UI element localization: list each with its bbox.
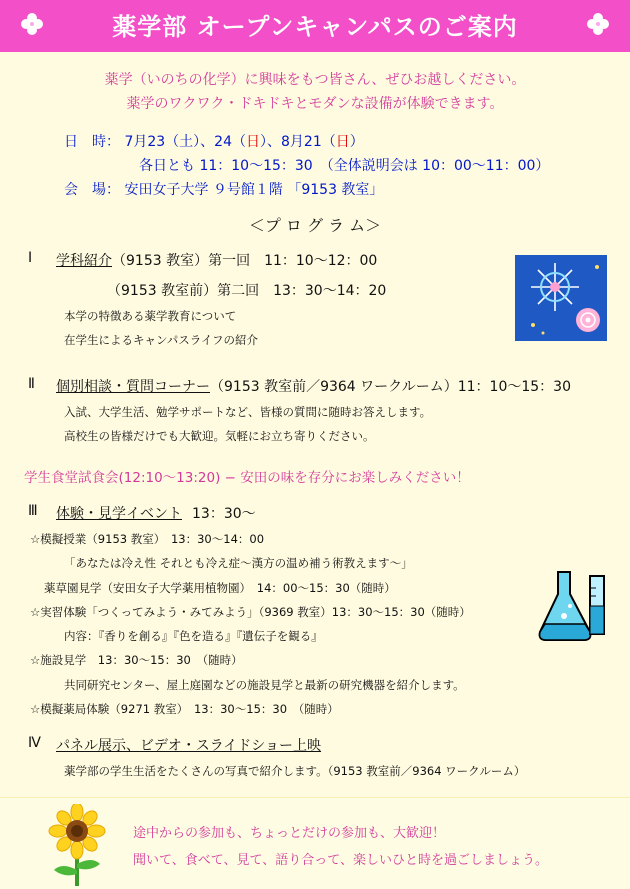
section-2-heading: 個別相談・質問コーナー（9153 教室前／9364 ワークルーム）11：10〜15：30 — [56, 379, 571, 395]
venue-value: 安田女子大学 ９号館１階 「9153 教室」 — [124, 182, 384, 198]
venue-line — [64, 179, 383, 199]
footer-line-2: 聞いて、食べて、見て、語り合って、楽しいひと時を過ごしましょう。 — [133, 853, 548, 868]
program-heading: ＜プ ロ グ ラ ム＞ — [248, 216, 382, 235]
section-4-heading — [56, 735, 321, 755]
date-line — [64, 131, 364, 151]
page-title: 薬学部 オープンキャンパスのご案内 — [112, 13, 518, 41]
event-item-1: ☆模擬授業（9153 教室） 13：30〜14：00 — [30, 532, 265, 546]
section-1-heading: 学科紹介（9153 教室）第一回 11：10〜12：00 — [56, 253, 378, 269]
intro-line-1: 薬学（いのちの化学）に興味をもつ皆さん、ぜひお越しください。 — [104, 72, 526, 88]
section-2-desc-2: 高校生の皆様だけでも大歓迎。気軽にお立ち寄りください。 — [64, 429, 375, 443]
section-2-title: 個別相談・質問コーナー — [56, 379, 210, 395]
venue-label: 会 場： — [64, 182, 120, 198]
lab-flask-icon — [536, 566, 612, 644]
event-item-4: ☆施設見学 13：30〜15：30 （随時） — [30, 653, 243, 667]
event-item-1-sub: 「あなたは冷え性 それとも冷え症〜漢方の温め補う術教えます〜」 — [64, 556, 413, 570]
event-item-5: ☆模擬薬局体験（9271 教室） 13：30〜15：30 （随時） — [30, 702, 339, 716]
fireworks-icon — [515, 255, 607, 341]
sunflower-icon — [44, 804, 110, 886]
date-value: 7月23（土）、24（日）、8月21（日） — [124, 134, 364, 150]
event-item-3: ☆実習体験「つくってみよう・みてみよう」（9369 教室）13：30〜15：30（随時） — [30, 605, 471, 619]
section-3-number: Ⅲ — [28, 503, 38, 519]
section-1-number: Ⅰ — [28, 250, 33, 266]
cafeteria-notice: 学生食堂試食会(12:10〜13:20) − 安田の味を存分にお楽しみください！ — [24, 470, 470, 486]
section-3-title: 体験・見学イベント — [56, 506, 182, 522]
event-item-4-sub: 共同研究センター、屋上庭園などの施設見学と最新の研究機器を紹介します。 — [64, 678, 465, 692]
section-2-number: Ⅱ — [28, 376, 35, 392]
footer-line-1: 途中からの参加も、ちょっとだけの参加も、大歓迎！ — [133, 826, 446, 841]
event-item-3-sub: 内容：『香りを創る』『色を造る』『遺伝子を観る』 — [64, 629, 323, 643]
section-2-desc-1: 入試、大学生活、勉学サポートなど、皆様の質問に随時お答えします。 — [64, 405, 432, 419]
header-bar — [0, 0, 630, 52]
section-4-number: Ⅳ — [28, 735, 41, 751]
intro-line-2: 薬学のワクワク・ドキドキとモダンな設備が体験できます。 — [126, 96, 504, 112]
time-value: 各日とも 11：10〜15：30 （全体説明会は 10：00〜11：00） — [139, 158, 550, 174]
section-4-title: パネル展示、ビデオ・スライドショー上映 — [56, 738, 322, 754]
date-label: 日 時： — [64, 134, 120, 150]
footer-box — [0, 797, 630, 889]
section-1-desc-2: 在学生によるキャンパスライフの紹介 — [64, 333, 259, 347]
clover-icon — [586, 12, 610, 36]
section-1-second: （9153 教室前）第二回 13：30〜14：20 — [107, 283, 387, 299]
section-1-title: 学科紹介 — [56, 253, 112, 269]
section-1-desc-1: 本学の特徴ある薬学教育について — [64, 309, 237, 323]
section-3-heading: 体験・見学イベント 13：30〜 — [56, 506, 256, 522]
section-4-desc: 薬学部の学生生活をたくさんの写真で紹介します。（9153 教室前／9364 ワークルーム） — [64, 764, 526, 778]
event-item-2: 薬草園見学（安田女子大学薬用植物園） 14：00〜15：30（随時） — [44, 581, 396, 595]
